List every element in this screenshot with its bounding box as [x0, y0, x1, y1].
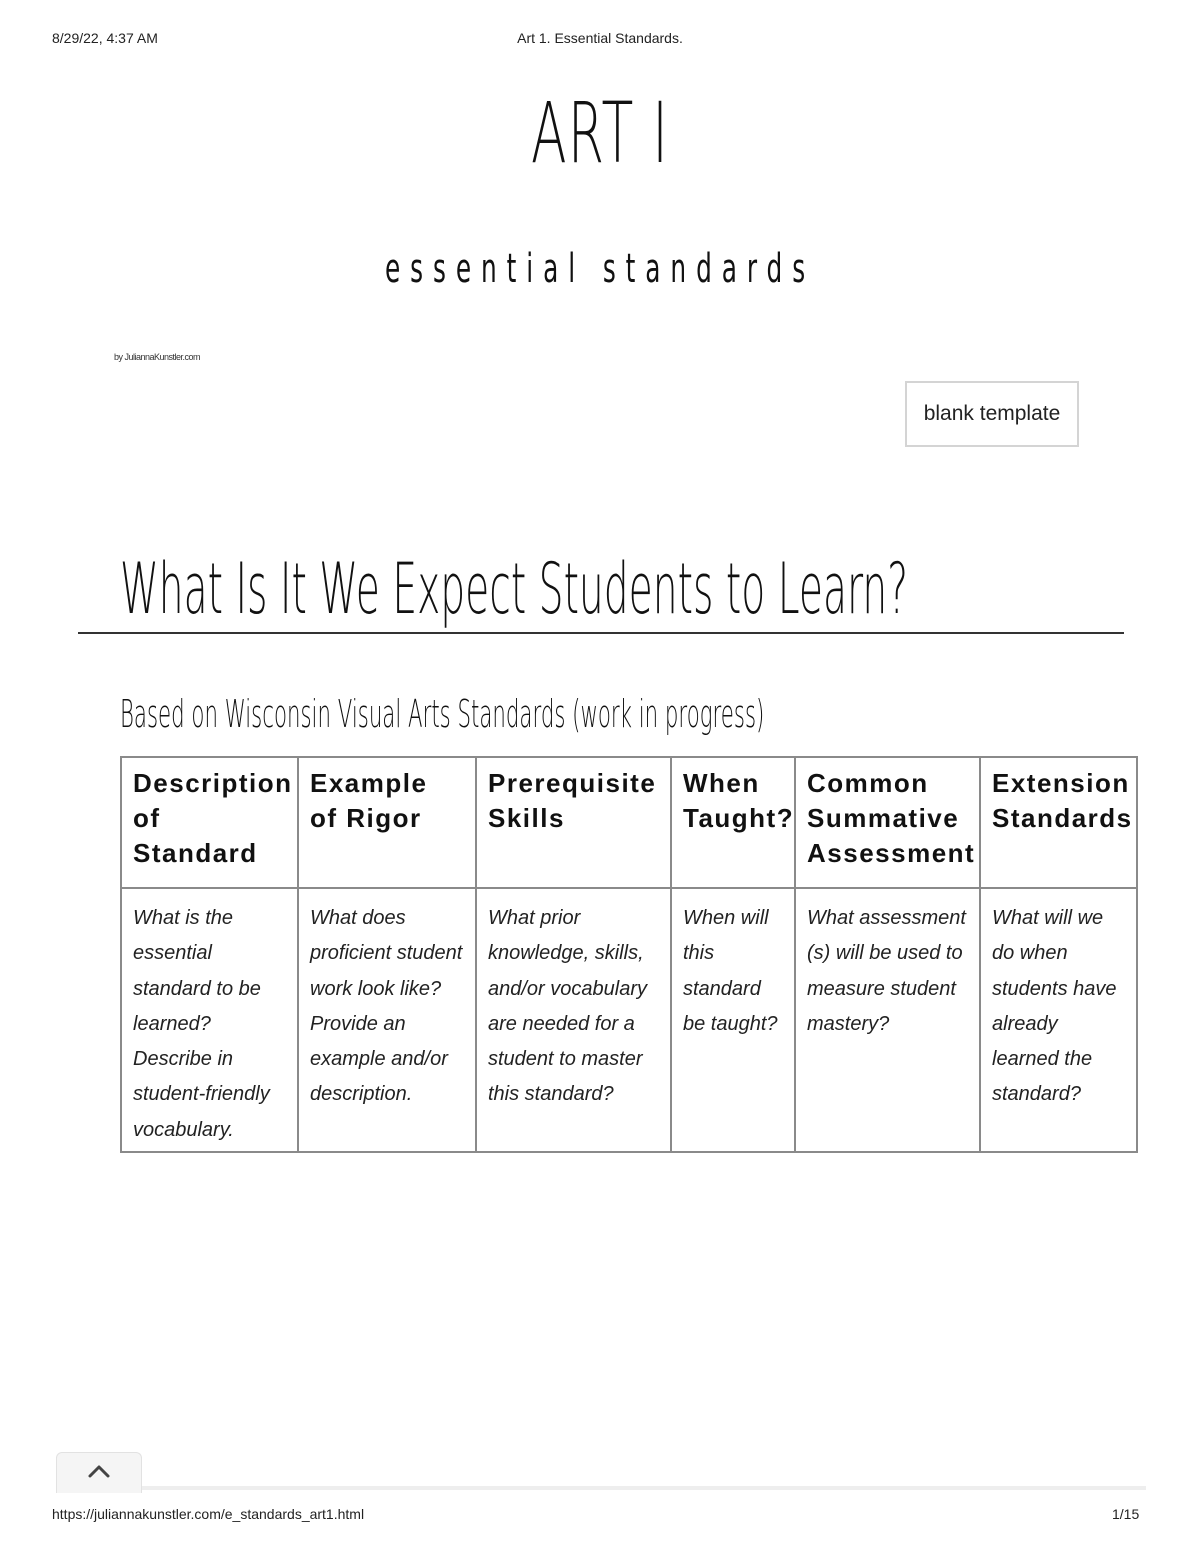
header-prerequisite-skills: Prerequisite Skills [476, 757, 671, 888]
standards-table [120, 756, 1138, 1153]
page-number: 1/15 [1112, 1506, 1140, 1522]
table-cell: What will we do when students have already learned the standard? [980, 888, 1137, 1152]
chevron-up-icon [87, 1463, 111, 1484]
table-cell: What prior knowledge, skills, and/or vocabulary are needed for a student to master this standard? [476, 888, 671, 1152]
page-url: https://juliannakunstler.com/e_standards_art1.html [52, 1506, 365, 1522]
heading-divider [78, 632, 1124, 634]
footer-divider [56, 1486, 1146, 1490]
scroll-to-top-button[interactable] [56, 1452, 142, 1493]
table-cell: What is the essential standard to be learned? Describe in student-friendly vocabulary. [121, 888, 298, 1152]
table-cell: When will this standard be taught? [671, 888, 795, 1152]
author-credit: by JuliannaKunstler.com [114, 352, 201, 362]
section-subheading: Based on Wisconsin Visual Arts Standards (work in progress) [120, 692, 765, 736]
print-page-title: Art 1. Essential Standards. [517, 30, 683, 46]
header-common-summative-assessment: Common Summative Assessment [795, 757, 980, 888]
table-cell: What does proficient student work look like? Provide an example and/or description. [298, 888, 476, 1152]
header-example-of-rigor: Example of Rigor [298, 757, 476, 888]
header-extension-standards: Extension Standards [980, 757, 1137, 888]
page-title: ART I [531, 84, 669, 182]
print-date: 8/29/22, 4:37 AM [52, 30, 158, 46]
table-cell: What assessment (s) will be used to measure student mastery? [795, 888, 980, 1152]
table-header-row [121, 757, 1137, 888]
header-description: Description of Standard [121, 757, 298, 888]
page-subtitle: essential standards [384, 246, 816, 292]
header-when-taught: When Taught? [671, 757, 795, 888]
blank-template-button[interactable]: blank template [905, 381, 1079, 447]
section-heading: What Is It We Expect Students to Learn? [120, 548, 909, 630]
table-row [121, 888, 1137, 1152]
